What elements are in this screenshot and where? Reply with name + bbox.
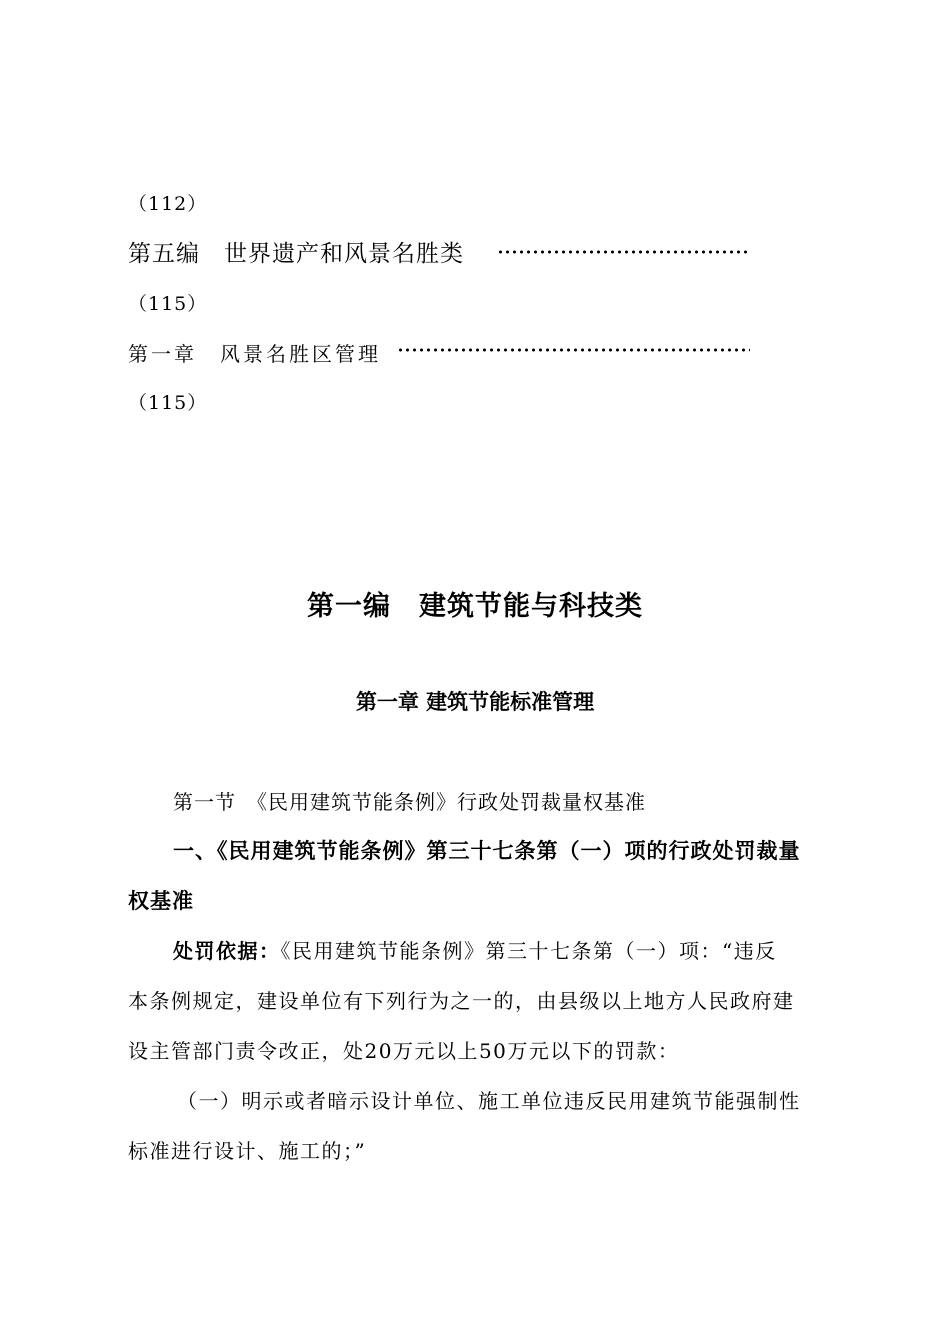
- part-heading: 第一编 建筑节能与科技类: [307, 591, 643, 622]
- toc-chapter1-leader-dots: [397, 348, 750, 352]
- toc-part5-page: （115）: [128, 293, 208, 315]
- basis-label: 处罚依据：: [173, 939, 281, 963]
- toc-chapter1-page: （115）: [128, 392, 208, 414]
- clause-line2: 标准进行设计、施工的；”: [128, 1139, 367, 1163]
- basis-line1: [173, 935, 777, 964]
- toc-page-ref-112: （112）: [128, 193, 208, 215]
- toc-chapter1-title: 第一章 风景名胜区管理: [128, 342, 381, 366]
- basis-line3: 设主管部门责令改正，处20万元以上50万元以下的罚款：: [128, 1039, 680, 1063]
- toc-part5-title: 第五编 世界遗产和风景名胜类: [128, 241, 464, 267]
- clause-line1: （一）明示或者暗示设计单位、施工单位违反民用建筑节能强制性: [177, 1089, 801, 1113]
- item-heading-line1: 一、《民用建筑节能条例》第三十七条第（一）项的行政处罚裁量: [173, 838, 801, 863]
- item-heading-line2: 权基准: [128, 888, 194, 913]
- basis-line2: 本条例规定，建设单位有下列行为之一的，由县级以上地方人民政府建: [128, 989, 795, 1013]
- basis-line1-text: 《民用建筑节能条例》第三十七条第（一）项：“违反: [280, 939, 777, 963]
- section-heading: 第一节 《民用建筑节能条例》行政处罚裁量权基准: [173, 790, 646, 814]
- chapter-heading: 第一章 建筑节能标准管理: [355, 690, 595, 714]
- toc-part5-leader-dots: [497, 250, 750, 254]
